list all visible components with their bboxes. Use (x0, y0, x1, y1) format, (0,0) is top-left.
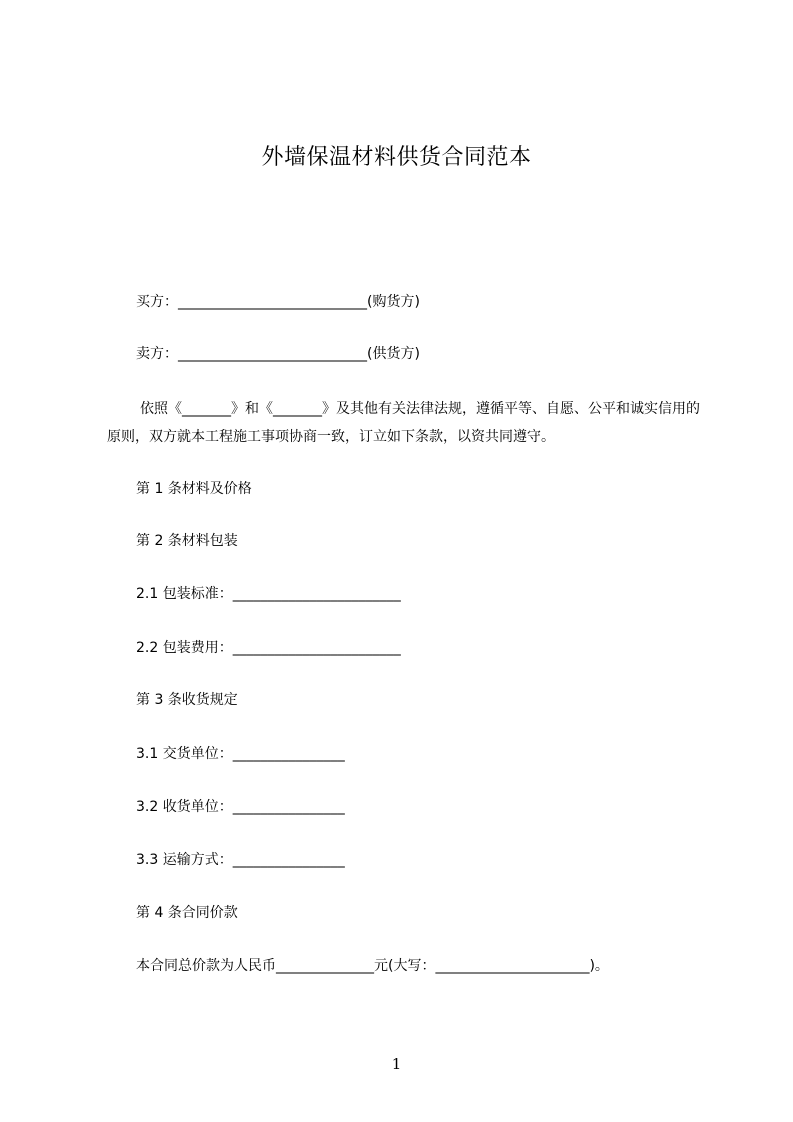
article-3-heading: 第 3 条收货规定 (136, 692, 238, 708)
total-price-line: 本合同总价款为人民币______________元(大写：______________________)。 (136, 958, 609, 974)
page-number: 1 (391, 1055, 402, 1073)
article-2-heading: 第 2 条材料包装 (136, 533, 238, 549)
item-2-1: 2.1 包装标准：________________________ (136, 586, 401, 602)
item-3-3: 3.3 运输方式：________________ (136, 852, 345, 868)
preamble-text: 依照《_______》和《_______》及其他有关法律法规，遵循平等、自愿、公平和诚实信用的原则，双方就本工程施工事项协商一致，订立如下条款，以资共同遵守。 (107, 401, 700, 445)
item-2-2: 2.2 包装费用：________________________ (136, 640, 401, 656)
preamble-paragraph (107, 395, 707, 451)
seller-line: 卖方：___________________________(供货方) (136, 346, 420, 362)
article-4-heading: 第 4 条合同价款 (136, 905, 238, 921)
item-3-2: 3.2 收货单位：________________ (136, 799, 345, 815)
article-1-heading: 第 1 条材料及价格 (136, 481, 252, 497)
buyer-line: 买方：___________________________(购货方) (136, 294, 420, 310)
document-title: 外墙保温材料供货合同范本 (261, 145, 532, 170)
item-3-1: 3.1 交货单位：________________ (136, 746, 345, 762)
